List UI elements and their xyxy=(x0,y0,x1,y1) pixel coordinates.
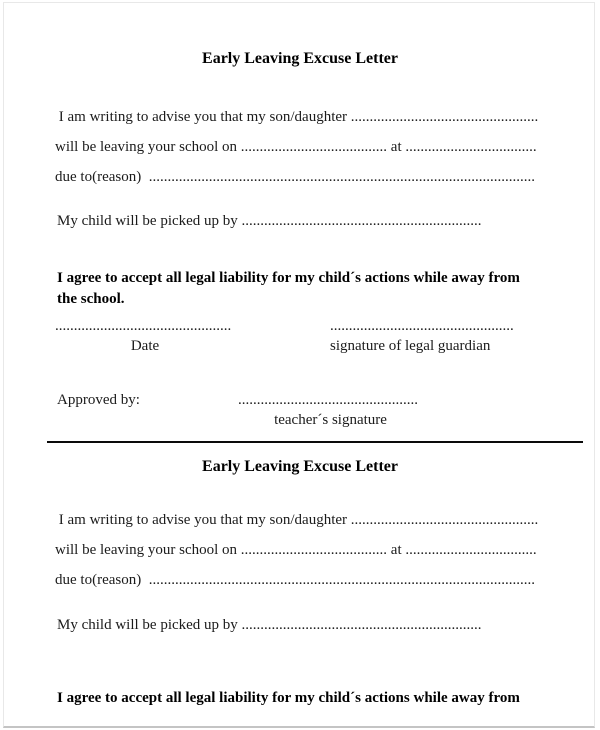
reason-fill-line: due to(reason) ....................................................................................................... xyxy=(55,169,535,185)
son-daughter-fill-line: I am writing to advise you that my son/daughter .................................................. xyxy=(55,512,539,528)
guardian-signature-line: ................................................. xyxy=(330,318,514,334)
date-label: Date xyxy=(130,338,160,354)
guardian-signature-block xyxy=(330,318,520,355)
form-title: Early Leaving Excuse Letter xyxy=(202,50,398,67)
school-date-time-fill-line: will be leaving your school on ....................................... at ................................... xyxy=(55,139,537,155)
school-date-time-fill-line: will be leaving your school on ....................................... at ................................... xyxy=(55,542,537,558)
liability-statement-line-1: I agree to accept all legal liability for my child´s actions while away from xyxy=(57,270,520,286)
teacher-signature-block xyxy=(238,392,423,429)
guardian-signature-label: signature of legal guardian xyxy=(330,338,491,354)
liability-statement xyxy=(57,688,572,709)
liability-statement-line-2: the school. xyxy=(57,291,125,307)
teacher-signature-line: ................................................ xyxy=(238,392,418,408)
pickup-fill-line: My child will be picked up by ................................................................ xyxy=(57,617,482,633)
pickup-fill-line: My child will be picked up by ................................................................ xyxy=(57,213,482,229)
excuse-letter-form-bottom xyxy=(0,445,600,730)
reason-fill-line: due to(reason) ....................................................................................................... xyxy=(55,572,535,588)
approved-by-label: Approved by: xyxy=(57,392,140,408)
liability-statement xyxy=(57,268,572,310)
date-signature-block xyxy=(55,318,235,355)
liability-statement-line-1: I agree to accept all legal liability for my child´s actions while away from xyxy=(57,690,520,706)
form-title: Early Leaving Excuse Letter xyxy=(202,458,398,475)
section-divider xyxy=(47,441,583,443)
teacher-signature-label: teacher´s signature xyxy=(274,412,387,428)
son-daughter-fill-line: I am writing to advise you that my son/daughter .................................................. xyxy=(55,109,539,125)
date-signature-line: ............................................... xyxy=(55,318,232,334)
